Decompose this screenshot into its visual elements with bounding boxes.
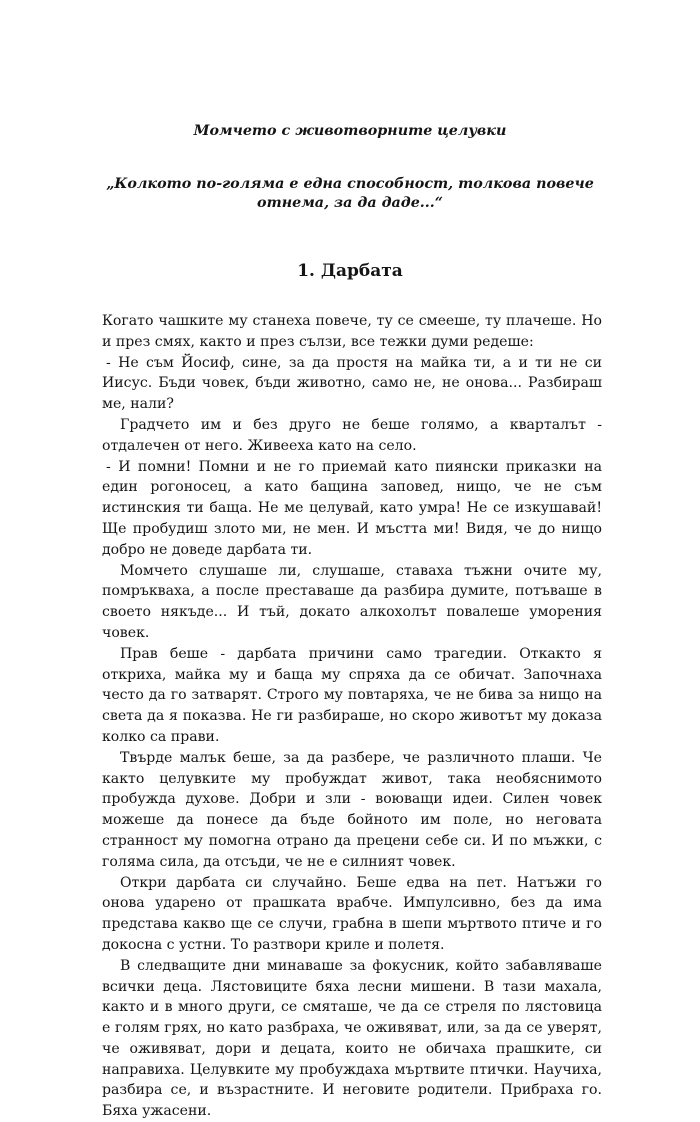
chapter-heading: 1. Дарбата [297,261,403,281]
paragraph: Прав беше - дарбата причини само трагедии. Откакто я откриха, майка му и баща му спряха да се обичат. Започнаха често да го затварят. Строго му повтаряха, че не бива за нищо на света да я показва. Не ги разбираше, но скоро животът му доказа колко са прави. [102,645,602,745]
dialog-paragraph: - Не съм Йосиф, сине, за да простя на майка ти, а и ти не си Иисус. Бъди човек, бъди животно, само не, не онова... Разбираш ме, нали? [102,354,602,413]
dialog-paragraph: - И помни! Помни и не го приемай като пиянски приказки на един рогоносец, а като бащина заповед, нищо, че не съм истинския ти баща. Не ме целувай, като умра! Не се изкушавай! Ще пробудиш злото ми, не мен. И мъстта ми! Видя, че до нищо добро не доведе дарбата ти. [102,458,602,558]
paragraph: Градчето им и без друго не беше голямо, а кварталът - отдалечен от него. Живееха като на село. [102,416,602,454]
epigraph: „Колкото по-голяма е една способност, толкова повече отнема, за да даде...“ [106,176,594,211]
paragraph: В следващите дни минаваше за фокусник, който забавляваше всички деца. Лястовиците бяха лесни мишени. В тази махала, както и в много други, се смяташе, че да се стреля по лястовица е голям грях, но като разбраха, че оживяват, или, за да се уверят, че оживяват, дори и децата, които не обичаха прашките, си направиха. Целувките му пробуждаха мъртвите птички. Научиха, разбира се, и възрастните. И неговите родители. Прибраха го. Бяха ужасени. [102,957,602,1120]
body-text [102,311,602,1122]
paragraph: Откри дарбата си случайно. Беше едва на пет. Натъжи го онова ударено от прашката врабче. Импулсивно, без да има представа какво ще се случи, грабна в шепи мъртвото птиче и го докосна с устни. То разтвори криле и полетя. [102,874,602,953]
paragraph: Момчето слушаше ли, слушаше, ставаха тъжни очите му, помръкваха, а после преставаше да разбира думите, потъваше в своето някъде... И тъй, докато алкохолът повалеше уморения човек. [102,562,602,641]
paragraph: Твърде малък беше, за да разбере, че различното плаши. Че както целувките му пробуждат живот, така необяснимото пробужда духове. Добри и зли - воюващи идеи. Силен човек можеше да понесе да бъде бойното им поле, но неговата странност му помогна отрано да прецени себе си. И по мъжки, с голяма сила, да отсъди, че не е силният човек. [102,749,602,870]
story-title: Момчето с животворните целувки [193,123,507,139]
paragraph: Когато чашките му станеха повече, ту се смееше, ту плачеше. Но и през смях, както и през сълзи, все тежки думи редеше: [102,313,602,350]
